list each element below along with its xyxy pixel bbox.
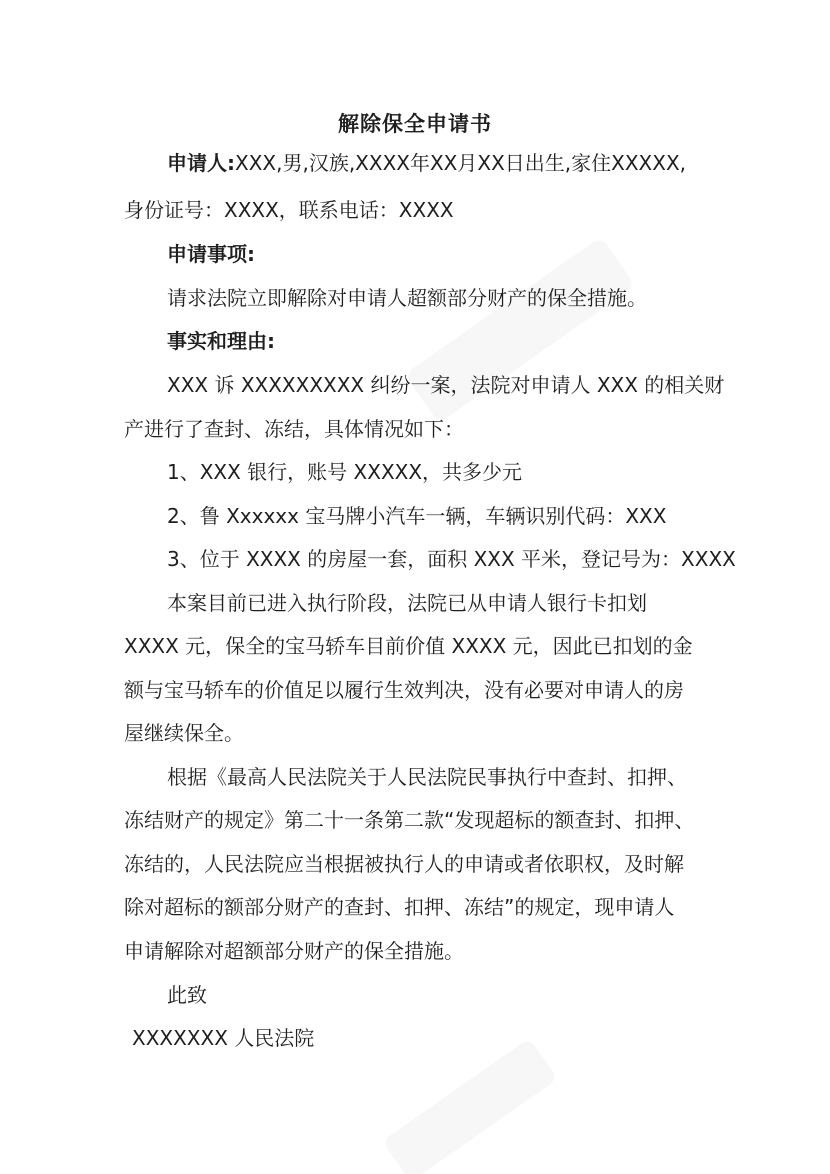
list-item: 3、位于 XXXX 的房屋一套，面积 XXX 平米，登记号为：XXXX [167,547,736,571]
case-line: 额与宝马轿车的价值足以履行生效判决，没有必要对申请人的房 [124,678,684,702]
law-line: 根据《最高人民法院关于人民法院民事执行中查封、扣押、 [167,765,687,789]
law-line: 冻结财产的规定》第二十一条第二款“发现超标的额查封、扣押、 [124,808,695,832]
facts-line: XXX 诉 XXXXXXXXX 纠纷一案，法院对申请人 XXX 的相关财 [167,373,725,397]
list-item: 1、XXX 银行，账号 XXXXX，共多少元 [167,460,523,484]
facts-line: 产进行了查封、冻结，具体情况如下： [124,417,464,441]
case-line: 本案目前已进入执行阶段，法院已从申请人银行卡扣划 [167,591,647,615]
request-text: 请求法院立即解除对申请人超额部分财产的保全措施。 [167,286,647,310]
facts-heading: 事实和理由: [167,329,275,353]
page-title: 解除保全申请书 [338,112,492,136]
court-name: XXXXXXX 人民法院 [132,1026,315,1050]
closing: 此致 [167,983,207,1007]
law-line: 冻结的，人民法院应当根据被执行人的申请或者依职权，及时解 [124,852,684,876]
law-line: 除对超标的额部分财产的查封、扣押、冻结”的规定，现申请人 [124,895,675,919]
case-line: 屋继续保全。 [124,721,244,745]
law-line: 申请解除对超额部分财产的保全措施。 [124,939,464,963]
applicant-line-2: 身份证号：XXXX，联系电话：XXXX [124,198,454,222]
request-heading: 申请事项: [167,242,255,266]
applicant-info: XXX,男,汉族,XXXX年XX月XX日出生,家住XXXXX, [235,151,687,175]
applicant-line-1 [167,148,686,178]
case-line: XXXX 元，保全的宝马轿车目前价值 XXXX 元，因此已扣划的金 [124,634,693,658]
applicant-label: 申请人: [167,151,235,175]
list-item: 2、鲁 Xxxxxx 宝马牌小汽车一辆，车辆识别代码：XXX [167,504,667,528]
